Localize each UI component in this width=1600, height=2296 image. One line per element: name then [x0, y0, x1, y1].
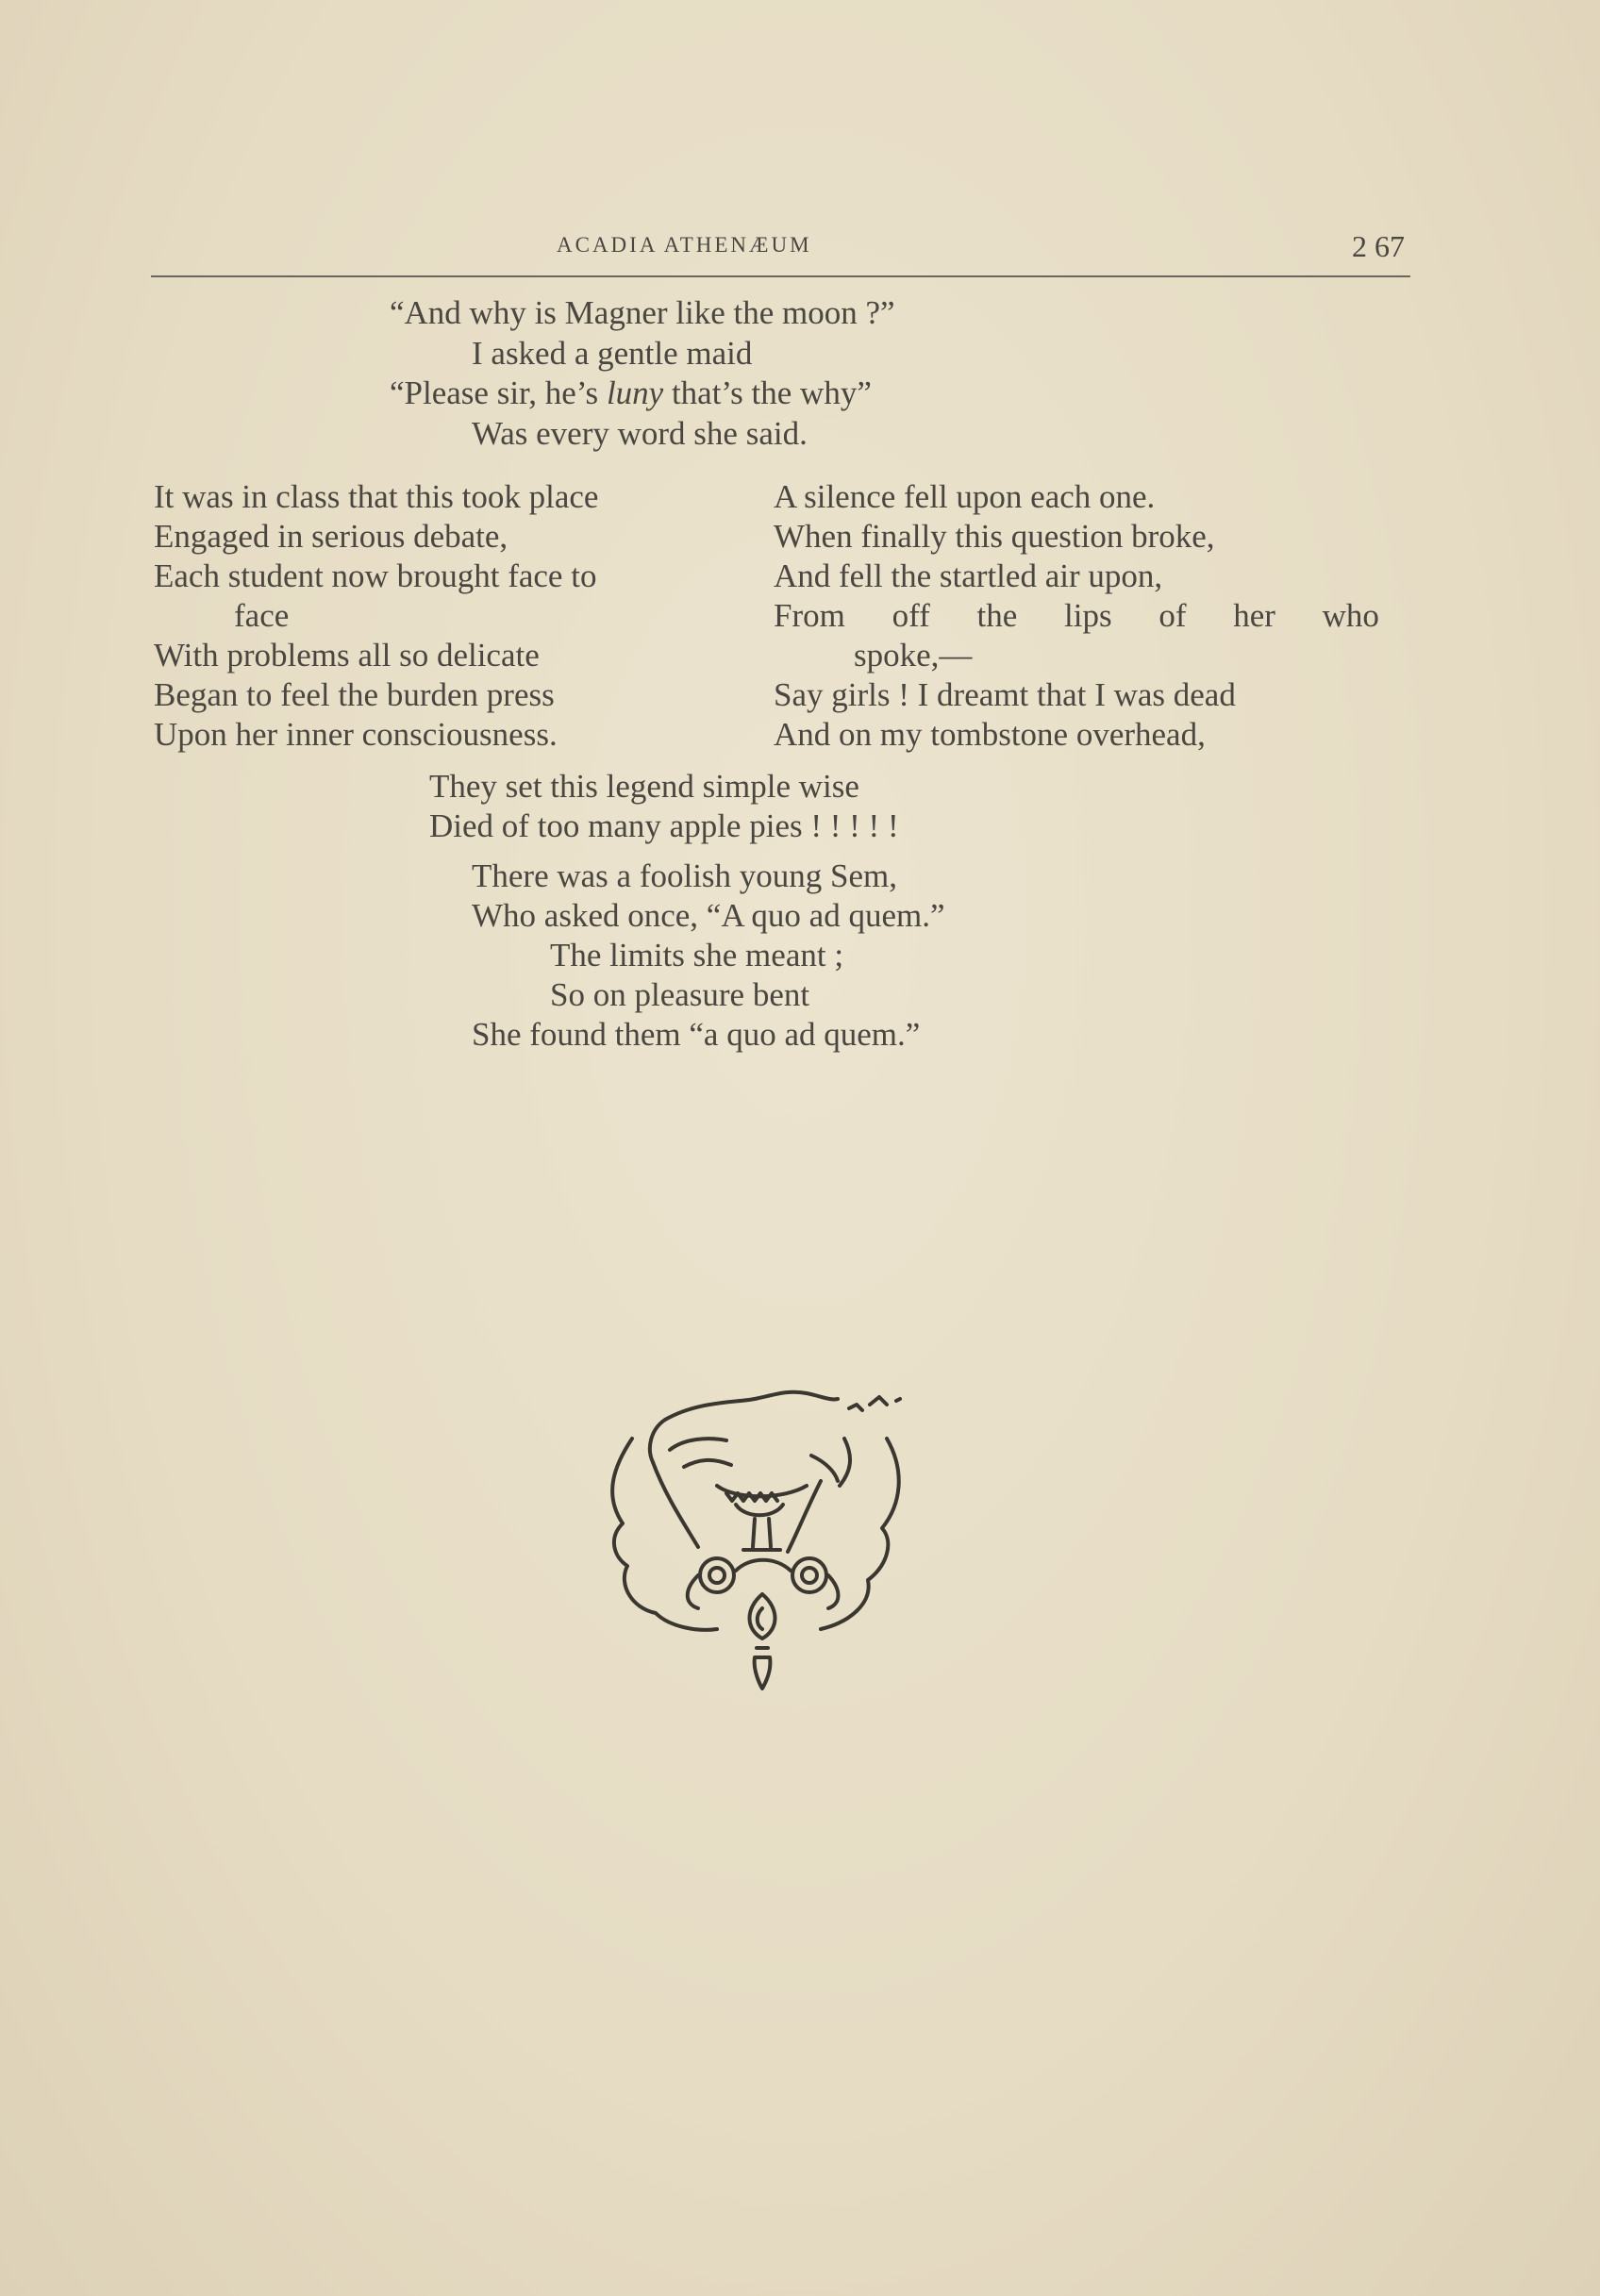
verse-line: face	[234, 597, 290, 634]
verse-line: Each student now brought face to	[154, 557, 597, 594]
verse-line: And fell the startled air upon,	[774, 557, 1163, 594]
verse-line: “Please sir, he’s luny that’s the why”	[390, 374, 872, 411]
verse-line: spoke,—	[854, 637, 973, 674]
right-column	[774, 477, 1379, 755]
verse-line: There was a foolish young Sem,	[472, 857, 898, 894]
verse-line: A silence fell upon each one.	[774, 478, 1156, 515]
left-column	[154, 477, 598, 755]
verse-line: They set this legend simple wise	[429, 768, 859, 805]
verse-line: Upon her inner consciousness.	[154, 716, 558, 753]
verse-line: So on pleasure bent	[550, 976, 810, 1013]
verse-line: When finally this question broke,	[774, 518, 1215, 555]
verse-line: I asked a gentle maid	[472, 335, 753, 372]
verse-line: Who asked once, “A quo ad quem.”	[472, 897, 945, 934]
verse-line: It was in class that this took place	[154, 478, 599, 515]
verse-line: The limits she meant ;	[550, 937, 844, 973]
page-number: 2 67	[1352, 229, 1405, 263]
verse-line: Was every word she said.	[472, 415, 808, 452]
verse-line: Began to feel the burden press	[154, 676, 555, 713]
verse-line: With problems all so delicate	[154, 637, 540, 674]
verse-line: Died of too many apple pies ! ! ! ! !	[429, 807, 899, 844]
header-rule	[151, 275, 1410, 277]
italic-word: luny	[606, 374, 664, 411]
verse-line-justified: From off the lips of her who	[774, 597, 1379, 634]
verse-line: She found them “a quo ad quem.”	[472, 1016, 921, 1053]
verse-line: Say girls ! I dreamt that I was dead	[774, 676, 1236, 713]
running-title: ACADIA ATHENÆUM	[557, 233, 812, 257]
page-header	[151, 229, 1410, 267]
verse-line: Engaged in serious debate,	[154, 518, 508, 555]
urn-ornament-icon	[594, 1382, 943, 1740]
verse-line: And on my tombstone overhead,	[774, 716, 1206, 753]
verse-line: “And why is Magner like the moon ?”	[390, 294, 895, 331]
